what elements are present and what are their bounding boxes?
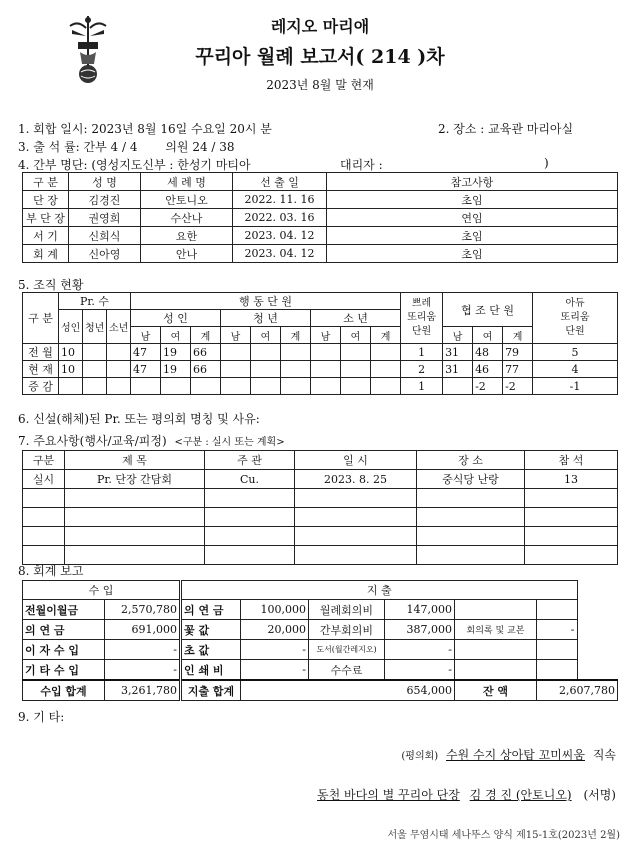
- event-cell-empty: [525, 489, 618, 508]
- expense-value: 20,000: [241, 620, 309, 640]
- event-cell: 중식당 난랑: [417, 470, 525, 489]
- council-signature: [401, 746, 616, 763]
- org-cell-aux: 79: [503, 344, 533, 361]
- org-cell-pr: [107, 344, 131, 361]
- officers-close: ): [544, 156, 549, 170]
- officers-header-cell: 성 명: [69, 173, 141, 191]
- council-label: (평의회): [401, 751, 439, 762]
- org-header-aux-mfg: 남: [443, 327, 473, 344]
- org-cell-ppae: 2: [401, 361, 443, 378]
- officer-cell: 김경진: [69, 191, 141, 209]
- total-income-value: 3,261,780: [105, 680, 181, 701]
- org-cell-aux: 77: [503, 361, 533, 378]
- expense-label: 회의록 및 교본: [455, 620, 537, 640]
- balance-value: 2,607,780: [537, 680, 618, 701]
- expense-label: 월례회의비: [309, 600, 385, 620]
- officers-header-row: [23, 173, 618, 191]
- org-header-ppae: 쁘레 또리움 단원: [401, 293, 443, 344]
- org-cell-adult: 19: [161, 361, 191, 378]
- org-cell-boy: [341, 344, 371, 361]
- event-cell-empty: [417, 508, 525, 527]
- org-row-label: 증 감: [23, 378, 59, 395]
- org-cell-aux: -2: [503, 378, 533, 395]
- org-cell-aux: -2: [473, 378, 503, 395]
- org-status-label: 5. 조직 현황: [18, 278, 84, 292]
- org-header-pr-youth: 청년: [83, 310, 107, 344]
- org-header-aux-mfg: 여: [473, 327, 503, 344]
- officer-cell: 안토니오: [141, 191, 233, 209]
- org-cell-adult: [191, 378, 221, 395]
- income-value: -: [105, 660, 181, 681]
- org-cell-pr: [83, 378, 107, 395]
- officer-row: [23, 191, 618, 209]
- total-expense-label: 지출 합계: [181, 680, 241, 701]
- org-header-pr: Pr. 수: [59, 293, 131, 310]
- balance-label: 잔 액: [455, 680, 537, 701]
- expense-value: -: [241, 660, 309, 681]
- org-header-mfg: 계: [281, 327, 311, 344]
- council-name: 수원 수지 상아탑 꼬미씨움: [446, 748, 585, 762]
- president-signature: [317, 786, 616, 803]
- officer-cell: 회 계: [23, 245, 69, 263]
- org-header-pr-adult: 성인: [59, 310, 83, 344]
- event-cell-empty: [295, 546, 417, 565]
- officer-cell: 수산나: [141, 209, 233, 227]
- org-cell-adult: [161, 378, 191, 395]
- event-cell: 2023. 8. 25: [295, 470, 417, 489]
- form-footer: 서울 무염시태 세나뚜스 양식 제15-1호(2023년 2월): [387, 830, 620, 841]
- attendance-members: 의원 24 / 38: [165, 140, 235, 154]
- org-cell-youth: [221, 344, 251, 361]
- officer-cell: 2022. 03. 16: [233, 209, 327, 227]
- org-status-row: [23, 344, 618, 361]
- officers-header-cell: 선 출 일: [233, 173, 327, 191]
- org-header-mfg: 남: [131, 327, 161, 344]
- meeting-datetime: [18, 120, 272, 137]
- org-cell-youth: [221, 378, 251, 395]
- deputy-label: 대리자 :: [340, 158, 383, 172]
- org-header-mfg: 계: [371, 327, 401, 344]
- org-cell-boy: [311, 344, 341, 361]
- officers-line: [18, 156, 251, 173]
- expense-value: 147,000: [385, 600, 455, 620]
- income-label: 의 연 금: [23, 620, 105, 640]
- event-cell-empty: [525, 527, 618, 546]
- org-cell-aduto: -1: [533, 378, 618, 395]
- event-cell: 실시: [23, 470, 65, 489]
- officer-row: [23, 227, 618, 245]
- income-value: 691,000: [105, 620, 181, 640]
- org-cell-youth: [251, 361, 281, 378]
- expense-value: 387,000: [385, 620, 455, 640]
- org-header-boy: 소 년: [311, 310, 401, 327]
- event-row-empty: [23, 527, 618, 546]
- officer-cell: 초임: [327, 227, 618, 245]
- org-status-row: [23, 378, 618, 395]
- income-label: 전월이월금: [23, 600, 105, 620]
- event-cell-empty: [205, 527, 295, 546]
- as-of-date: 2023년 8월 말 현재: [266, 78, 374, 92]
- officer-cell: 요한: [141, 227, 233, 245]
- event-cell-empty: [23, 489, 65, 508]
- accounting-row: [23, 620, 618, 640]
- org-cell-aux: 46: [473, 361, 503, 378]
- event-row-empty: [23, 546, 618, 565]
- event-cell-empty: [65, 508, 205, 527]
- org-status-row: [23, 361, 618, 378]
- org-row-label: 현 재: [23, 361, 59, 378]
- spiritual-director: (영성지도신부 : 한성기 마티아: [91, 158, 251, 172]
- org-cell-boy: [311, 361, 341, 378]
- org-cell-aduto: 5: [533, 344, 618, 361]
- org-cell-pr: 10: [59, 344, 83, 361]
- org-cell-pr: [83, 344, 107, 361]
- org-header-mfg: 계: [191, 327, 221, 344]
- org-cell-youth: [281, 378, 311, 395]
- org-cell-adult: [131, 378, 161, 395]
- org-cell-youth: [281, 344, 311, 361]
- curia-name: 동천 바다의 별 꾸리아 단장: [317, 788, 460, 802]
- org-header-mfg: 남: [311, 327, 341, 344]
- officer-cell: 서 기: [23, 227, 69, 245]
- total-expense-value: 654,000: [241, 680, 455, 701]
- officers-table: [22, 172, 618, 263]
- expense-label: 꽃 값: [181, 620, 241, 640]
- income-header: 수 입: [23, 581, 181, 600]
- org-cell-adult: 47: [131, 344, 161, 361]
- officer-cell: 부 단 장: [23, 209, 69, 227]
- org-header-mfg: 여: [341, 327, 371, 344]
- event-cell-empty: [295, 508, 417, 527]
- president-name: 김 경 진 (안토니오): [469, 788, 572, 802]
- event-row-empty: [23, 489, 618, 508]
- org-cell-aduto: 4: [533, 361, 618, 378]
- expense-value: -: [241, 640, 309, 660]
- total-income-label: 수입 합계: [23, 680, 105, 701]
- org-cell-boy: [371, 361, 401, 378]
- income-label: 이 자 수 입: [23, 640, 105, 660]
- expense-value: -: [385, 660, 455, 681]
- events-header-cell: 일 시: [295, 451, 417, 470]
- accounting-row: [23, 600, 618, 620]
- expense-label: 초 값: [181, 640, 241, 660]
- expense-header: 지 출: [181, 581, 578, 600]
- section-7: [18, 432, 285, 449]
- officers-header-cell: 구 분: [23, 173, 69, 191]
- officers-label: 4. 간부 명단:: [18, 158, 88, 172]
- expense-label: 간부회의비: [309, 620, 385, 640]
- event-cell-empty: [65, 527, 205, 546]
- accounting-row: [23, 660, 618, 681]
- org-name: 레지오 마리애: [270, 17, 370, 36]
- org-cell-pr: [59, 378, 83, 395]
- expense-label: 인 쇄 비: [181, 660, 241, 681]
- officer-cell: 2022. 11. 16: [233, 191, 327, 209]
- event-cell-empty: [23, 508, 65, 527]
- event-cell-empty: [417, 489, 525, 508]
- org-header-active: 행 동 단 원: [131, 293, 401, 310]
- org-cell-boy: [371, 378, 401, 395]
- org-cell-adult: 66: [191, 361, 221, 378]
- officer-row: [23, 209, 618, 227]
- event-cell-empty: [23, 527, 65, 546]
- org-cell-pr: [107, 378, 131, 395]
- org-header-gubun: 구 분: [23, 293, 59, 344]
- section-6: 6. 신설(해체)된 Pr. 또는 평의회 명칭 및 사유:: [18, 412, 260, 426]
- expense-label: [455, 660, 537, 681]
- org-header-mfg: 여: [161, 327, 191, 344]
- datetime-value: 2023년 8월 16일 수요일 20시 분: [91, 122, 272, 136]
- expense-value: -: [385, 640, 455, 660]
- org-cell-adult: 47: [131, 361, 161, 378]
- org-cell-adult: 66: [191, 344, 221, 361]
- officer-cell: 신아영: [69, 245, 141, 263]
- expense-value: [537, 640, 578, 660]
- event-cell-empty: [65, 489, 205, 508]
- report-title: 꾸리아 월례 보고서( 214 )차: [195, 46, 445, 68]
- org-cell-boy: [341, 378, 371, 395]
- org-header-mfg: 남: [221, 327, 251, 344]
- expense-label: [455, 600, 537, 620]
- event-cell-empty: [525, 546, 618, 565]
- org-cell-adult: 19: [161, 344, 191, 361]
- income-value: -: [105, 640, 181, 660]
- org-cell-aux: [443, 378, 473, 395]
- org-cell-aux: 31: [443, 361, 473, 378]
- org-row-label: 전 월: [23, 344, 59, 361]
- section-7-note: <구분 : 실시 또는 계획>: [174, 437, 285, 448]
- org-cell-youth: [281, 361, 311, 378]
- expense-value: [537, 660, 578, 681]
- expense-label: 도서(월간레지오): [309, 640, 385, 660]
- org-cell-ppae: 1: [401, 344, 443, 361]
- org-cell-ppae: 1: [401, 378, 443, 395]
- org-cell-youth: [221, 361, 251, 378]
- org-cell-boy: [371, 344, 401, 361]
- place-value: 교육관 마리아실: [488, 122, 574, 136]
- expense-value: -: [537, 620, 578, 640]
- expense-label: 수수료: [309, 660, 385, 681]
- events-header-cell: 구분: [23, 451, 65, 470]
- event-cell-empty: [65, 546, 205, 565]
- section-9: 9. 기 타:: [18, 710, 65, 724]
- org-cell-boy: [341, 361, 371, 378]
- place-label: 2. 장소 :: [438, 122, 485, 136]
- events-header-cell: 주 관: [205, 451, 295, 470]
- income-value: 2,570,780: [105, 600, 181, 620]
- officer-cell: 안나: [141, 245, 233, 263]
- officer-cell: 단 장: [23, 191, 69, 209]
- org-cell-youth: [251, 344, 281, 361]
- officer-row: [23, 245, 618, 263]
- events-header-cell: 제 목: [65, 451, 205, 470]
- event-cell-empty: [205, 508, 295, 527]
- council-suffix: 직속: [592, 748, 616, 762]
- officer-cell: 권영희: [69, 209, 141, 227]
- event-cell-empty: [295, 527, 417, 546]
- attendance-label: 3. 출 석 률:: [18, 140, 80, 154]
- org-header-aux: 협 조 단 원: [443, 293, 533, 327]
- event-cell: Cu.: [205, 470, 295, 489]
- org-header-mfg: 여: [251, 327, 281, 344]
- officer-cell: 2023. 04. 12: [233, 245, 327, 263]
- income-label: 기 타 수 입: [23, 660, 105, 681]
- org-cell-aux: 48: [473, 344, 503, 361]
- accounting-label: 8. 회계 보고: [18, 564, 84, 578]
- officer-cell: 신희식: [69, 227, 141, 245]
- events-header-cell: 장 소: [417, 451, 525, 470]
- event-cell: 13: [525, 470, 618, 489]
- events-header-cell: 참 석: [525, 451, 618, 470]
- org-cell-youth: [251, 378, 281, 395]
- expense-value: 100,000: [241, 600, 309, 620]
- org-status-table: [22, 292, 618, 395]
- sign-label: (서명): [583, 788, 616, 802]
- accounting-row: [23, 640, 618, 660]
- event-row-empty: [23, 508, 618, 527]
- event-cell-empty: [295, 489, 417, 508]
- officer-cell: 초임: [327, 245, 618, 263]
- events-table: [22, 450, 618, 565]
- event-cell-empty: [417, 546, 525, 565]
- officer-cell: 연임: [327, 209, 618, 227]
- org-cell-aux: 31: [443, 344, 473, 361]
- org-header-youth: 청 년: [221, 310, 311, 327]
- accounting-table: [22, 580, 618, 701]
- accounting-total-row: [23, 680, 618, 701]
- events-header-row: [23, 451, 618, 470]
- attendance: [18, 138, 235, 155]
- event-cell-empty: [205, 489, 295, 508]
- section-7-label: 7. 주요사항(행사/교육/피정): [18, 434, 167, 448]
- org-header-pr-boy: 소년: [107, 310, 131, 344]
- org-cell-pr: [83, 361, 107, 378]
- officer-cell: 초임: [327, 191, 618, 209]
- expense-label: 의 연 금: [181, 600, 241, 620]
- org-cell-pr: [107, 361, 131, 378]
- officers-header-cell: 참고사항: [327, 173, 618, 191]
- datetime-label: 1. 회합 일시:: [18, 122, 88, 136]
- event-cell-empty: [205, 546, 295, 565]
- org-cell-pr: 10: [59, 361, 83, 378]
- org-cell-boy: [311, 378, 341, 395]
- expense-value: [537, 600, 578, 620]
- expense-label: [455, 640, 537, 660]
- meeting-place: [438, 120, 573, 137]
- event-cell-empty: [525, 508, 618, 527]
- officer-cell: 2023. 04. 12: [233, 227, 327, 245]
- org-header-aduto: 아듀 또리움 단원: [533, 293, 618, 344]
- org-header-adult: 성 인: [131, 310, 221, 327]
- attendance-officers: 간부 4 / 4: [83, 140, 138, 154]
- officers-header-cell: 세 례 명: [141, 173, 233, 191]
- event-cell-empty: [417, 527, 525, 546]
- org-header-aux-mfg: 계: [503, 327, 533, 344]
- event-cell: Pr. 단장 간담회: [65, 470, 205, 489]
- event-row: [23, 470, 618, 489]
